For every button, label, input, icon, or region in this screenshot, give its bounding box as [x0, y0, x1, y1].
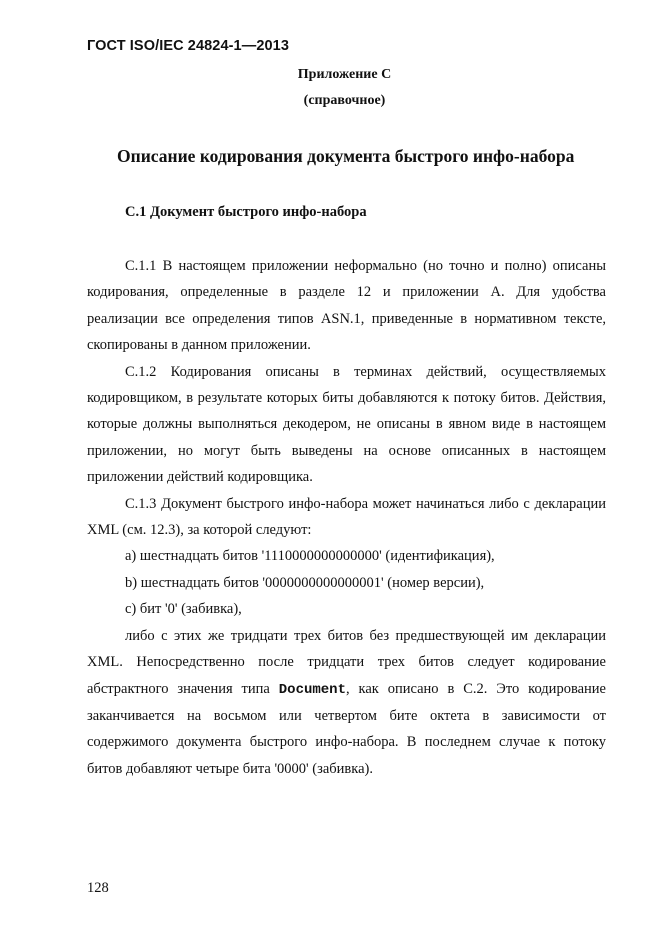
paragraph-continuation-end: , как описано в С.2. Это кодирование заканчивается на восьмом или четвертом бите октета в зависимости от содержимого документа быстрого инфо-набора. В последнем случае к потоку битов добавляют четыре бита '0000' (забивка).	[87, 680, 606, 777]
list-item-c: с) бит '0' (забивка),	[125, 601, 242, 618]
paragraph-c-1-1: С.1.1 В настоящем приложении неформально (но точно и полно) описаны кодирования, определенные в разделе 12 и приложении А. Для удобства реализации все определения типов ASN.1, приведенные в нормативном тексте, скопированы в данном приложении.	[87, 258, 606, 354]
paragraph-continuation-start: либо с этих же тридцати трех битов без предшествующей им декларации XML. Непосредственно после тридцати трех битов следует кодирование абстрактного значения типа	[87, 627, 606, 697]
document-title: Описание кодирования документа быстрого инфо-набора	[117, 146, 575, 166]
paragraph-continuation	[87, 623, 606, 782]
body-text	[87, 253, 606, 782]
paragraph-c-1-3: С.1.3 Документ быстрого инфо-набора может начинаться либо с декларации XML (см. 12.3), за которой следуют:	[87, 495, 606, 539]
appendix-title: Приложение С	[297, 67, 392, 82]
list-item-a: а) шестнадцать битов '1110000000000000' (идентификация),	[125, 548, 495, 565]
section-title: С.1 Документ быстрого инфо-набора	[125, 204, 367, 220]
paragraph-c-1-2: С.1.2 Кодирования описаны в терминах действий, осуществляемых кодировщиком, в результате которых биты добавляются к потоку битов. Действия, которые должны выполняться декодером, не описаны в явном виде в настоящем приложении, но могут быть выведены на основе описанных в настоящем приложении действий кодировщика.	[87, 363, 606, 486]
code-document-type: Document	[278, 681, 346, 698]
standard-header: ГОСТ ISO/IEC 24824-1—2013	[87, 38, 289, 54]
list-item-b: b) шестнадцать битов '0000000000000001' (номер версии),	[125, 574, 485, 591]
page-number: 128	[87, 880, 109, 896]
appendix-subtitle: (справочное)	[303, 93, 386, 108]
